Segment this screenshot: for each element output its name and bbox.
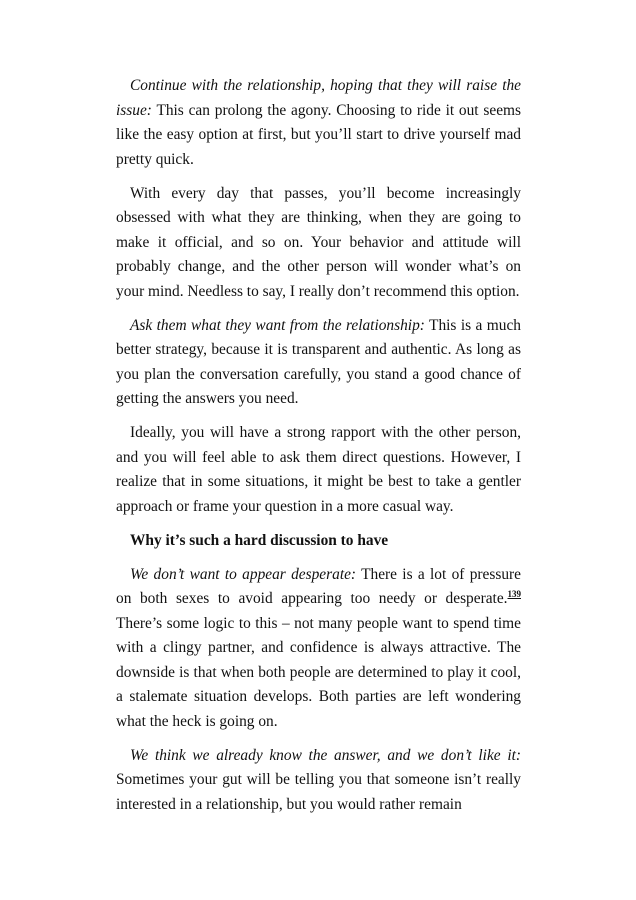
paragraph-body: With every day that passes, you’ll become increasingly obsessed with what they are thinking, when they are going to make it official, and so on. Your behavior and attitude will probably change, and the other person will wonder what’s on your mind. Needless to say, I really don’t recommend this option. bbox=[116, 184, 521, 300]
paragraph-lead-italic: Ask them what they want from the relationship: bbox=[130, 316, 425, 334]
paragraph-every-day bbox=[116, 182, 521, 305]
paragraph-body: There is a lot of pressure on both sexes to avoid appearing too needy or desperate. bbox=[116, 565, 521, 607]
paragraph-lead-italic: We think we already know the answer, and we don’t like it: bbox=[130, 746, 521, 764]
paragraph-body: This is a much better strategy, because it is transparent and authentic. As long as you plan the conversation carefully, you stand a good chance of getting the answers you need. bbox=[116, 316, 521, 407]
paragraph-body: This can prolong the agony. Choosing to ride it out seems like the easy option at first, but you’ll start to drive yourself mad pretty quick. bbox=[116, 101, 521, 168]
section-heading: Why it’s such a hard discussion to have bbox=[130, 531, 389, 549]
paragraph-body: Sometimes your gut will be telling you that someone isn’t really interested in a relationship, but you would rather remain bbox=[116, 771, 521, 813]
paragraph-lead-italic: Continue with the relationship, hoping that they will raise the issue: bbox=[116, 77, 521, 119]
paragraph-desperate bbox=[116, 563, 521, 735]
paragraph-continue-relationship bbox=[116, 74, 521, 172]
footnote-reference[interactable]: 139 bbox=[507, 589, 521, 599]
paragraph-body: Ideally, you will have a strong rapport with the other person, and you will feel able to ask them direct questions. However, I realize that in some situations, it might be best to take a gentler approach or frame your question in a more casual way. bbox=[116, 424, 521, 515]
paragraph-body: There’s some logic to this – not many people want to spend time with a clingy partner, and confidence is always attractive. The downside is that when both people are determined to play it cool, a stalemate situation develops. Both parties are left wondering what the heck is going on. bbox=[116, 614, 521, 730]
paragraph-lead-italic: We don’t want to appear desperate: bbox=[130, 565, 357, 583]
paragraph-ideally bbox=[116, 421, 521, 519]
paragraph-ask-them bbox=[116, 314, 521, 412]
paragraph-already-know bbox=[116, 744, 521, 818]
document-page bbox=[116, 74, 521, 827]
